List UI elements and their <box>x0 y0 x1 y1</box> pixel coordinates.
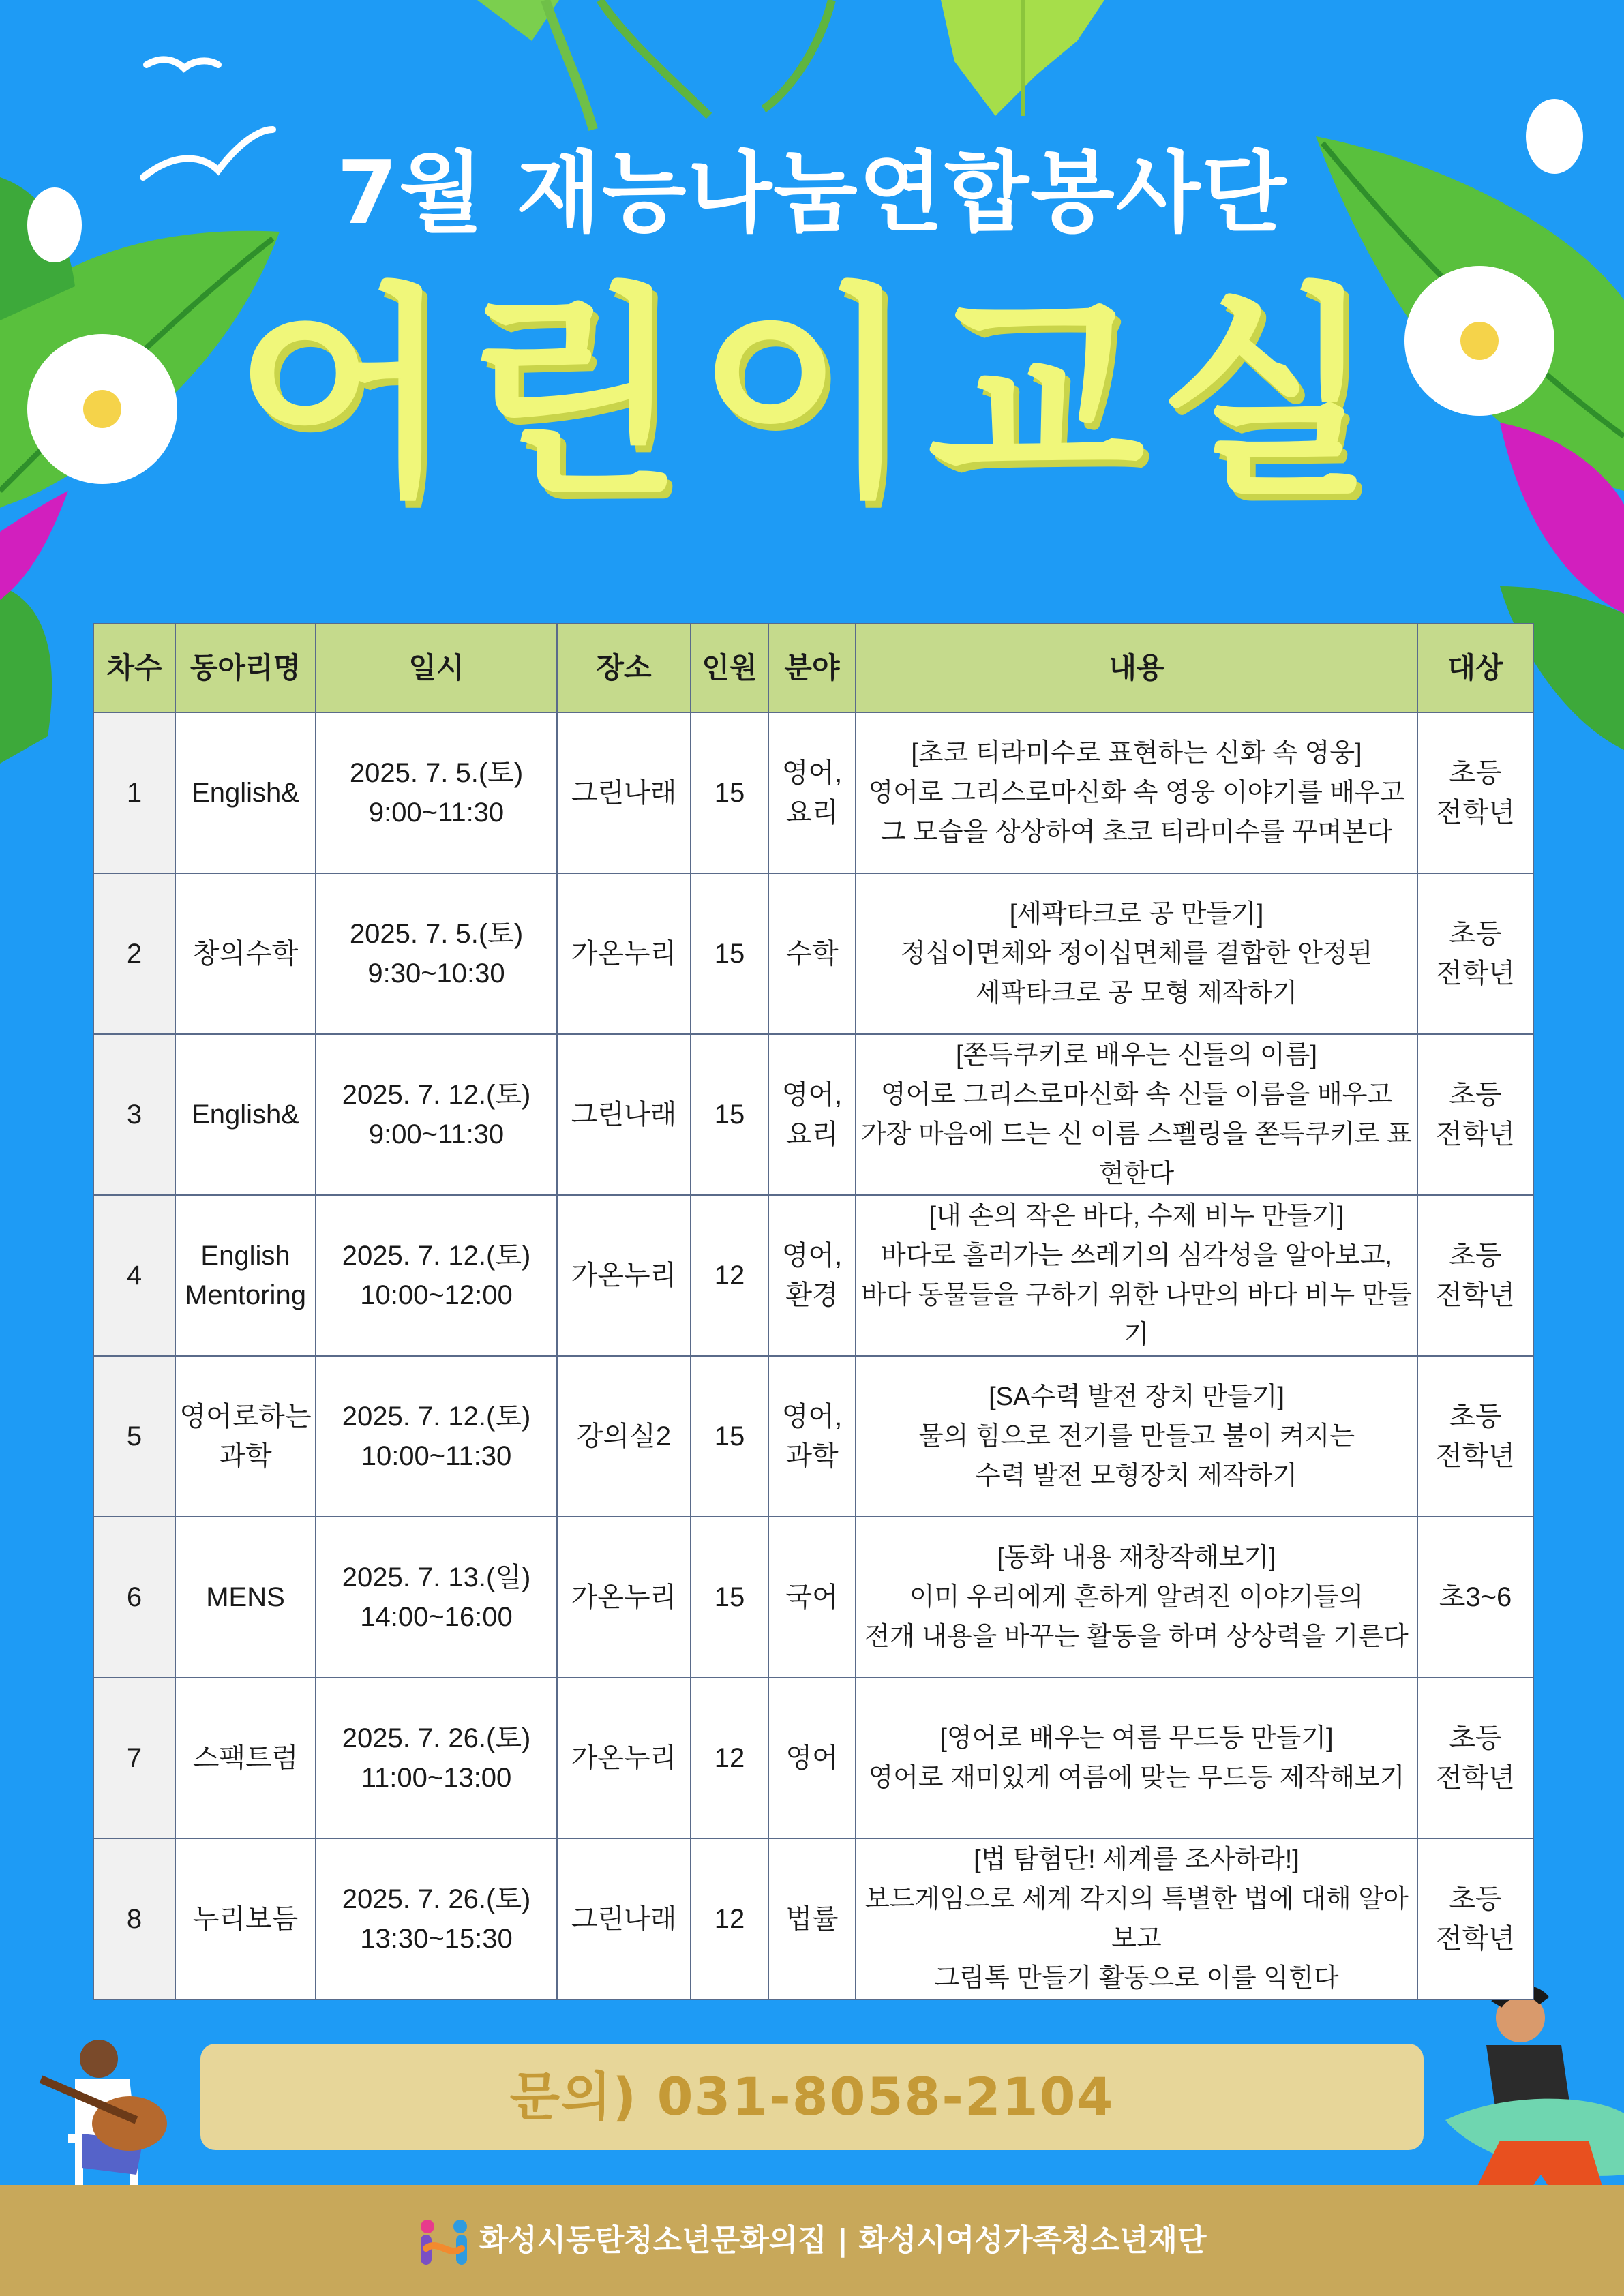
table-row <box>93 1356 1533 1517</box>
target-line: 초등 <box>1449 1723 1502 1753</box>
place-cell: 그린나래 <box>557 712 691 873</box>
content-cell <box>856 1356 1417 1517</box>
content-line: 물의 힘으로 전기를 만들고 불이 켜지는 <box>918 1422 1355 1451</box>
field-line: 국어 <box>785 1582 839 1612</box>
target-line: 초등 <box>1449 1884 1502 1914</box>
people-cell: 12 <box>691 1195 768 1356</box>
place-cell: 그린나래 <box>557 1034 691 1195</box>
content-line: [법 탐험단! 세계를 조사하라!] <box>974 1845 1299 1874</box>
target-cell <box>1417 1517 1533 1678</box>
content-line: 전개 내용을 바꾸는 활동을 하며 상상력을 기른다 <box>864 1622 1409 1651</box>
target-cell <box>1417 1678 1533 1839</box>
club-name-cell: 영어로하는 과학 <box>175 1356 316 1517</box>
time-text: 9:00~11:30 <box>368 1119 505 1149</box>
date-text: 2025. 7. 5.(토) <box>349 919 524 949</box>
table-row <box>93 1195 1533 1356</box>
content-line: [세팍타크로 공 만들기] <box>1009 900 1264 928</box>
people-cell: 12 <box>691 1839 768 1999</box>
row-number-cell: 3 <box>93 1034 175 1195</box>
time-text: 9:00~11:30 <box>368 798 505 828</box>
field-cell <box>768 1517 856 1678</box>
content-line: 그 모습을 상상하여 초코 티라미수를 꾸며본다 <box>880 818 1393 847</box>
content-line: 바다로 흘러가는 쓰레기의 심각성을 알아보고, <box>880 1241 1393 1270</box>
content-cell <box>856 712 1417 873</box>
datetime-cell <box>316 1034 557 1195</box>
field-line: 영어, <box>781 1241 843 1271</box>
club-name-cell: 스팩트럼 <box>175 1678 316 1839</box>
target-cell <box>1417 1356 1533 1517</box>
content-cell <box>856 1839 1417 1999</box>
content-line: 정십이면체와 정이십면체를 결합한 안정된 <box>900 939 1373 968</box>
content-line: 보드게임으로 세계 각지의 특별한 법에 대해 알아보고 <box>864 1885 1409 1953</box>
foundation-logo-icon <box>418 2218 470 2266</box>
content-line: 이미 우리에게 흔하게 알려진 이야기들의 <box>909 1583 1364 1612</box>
date-text: 2025. 7. 13.(일) <box>342 1562 531 1592</box>
field-line: 영어, <box>781 1080 843 1110</box>
datetime-cell <box>316 1517 557 1678</box>
footer <box>0 2217 1624 2266</box>
field-cell <box>768 712 856 873</box>
place-cell: 그린나래 <box>557 1839 691 1999</box>
place-cell: 가온누리 <box>557 1678 691 1839</box>
club-name-cell: MENS <box>175 1517 316 1678</box>
time-text: 10:00~11:30 <box>361 1441 512 1471</box>
date-text: 2025. 7. 12.(토) <box>342 1402 531 1432</box>
target-line: 전학년 <box>1436 798 1515 828</box>
schedule-table <box>93 623 1534 2000</box>
table-header-row <box>93 624 1533 712</box>
field-cell <box>768 1195 856 1356</box>
page-title: 어린이교실 <box>235 265 1389 526</box>
content-line: 그림톡 만들기 활동으로 이를 익힌다 <box>934 1964 1339 1993</box>
date-text: 2025. 7. 26.(토) <box>342 1723 531 1753</box>
column-header: 내용 <box>856 624 1417 712</box>
content-line: 영어로 재미있게 여름에 맞는 무드등 제작해보기 <box>868 1764 1405 1792</box>
people-cell: 15 <box>691 712 768 873</box>
target-line: 초등 <box>1449 1241 1502 1271</box>
datetime-cell <box>316 1356 557 1517</box>
page-subtitle: 7월 재능나눔연합봉사단 <box>336 142 1288 244</box>
target-line: 전학년 <box>1436 1441 1515 1471</box>
content-line: [쫀득쿠키로 배우는 신들의 이름] <box>956 1041 1317 1070</box>
target-line: 초등 <box>1449 1402 1502 1432</box>
target-cell <box>1417 1195 1533 1356</box>
target-line: 초등 <box>1449 758 1502 788</box>
place-cell: 가온누리 <box>557 1517 691 1678</box>
field-line: 법률 <box>785 1904 839 1934</box>
target-line: 전학년 <box>1436 1280 1515 1310</box>
field-line: 영어, <box>781 758 843 788</box>
footer-organization-text: 화성시동탄청소년문화의집 | 화성시여성가족청소년재단 <box>479 2223 1207 2258</box>
content-line: 영어로 그리스로마신화 속 신들 이름을 배우고 <box>880 1081 1393 1109</box>
field-cell <box>768 1034 856 1195</box>
time-text: 9:30~10:30 <box>367 958 505 988</box>
club-name-cell: English& <box>175 712 316 873</box>
column-header: 인원 <box>691 624 768 712</box>
target-cell <box>1417 1839 1533 1999</box>
time-text: 11:00~13:00 <box>361 1763 512 1793</box>
content-line: [초코 티라미수로 표현하는 신화 속 영웅] <box>911 739 1362 768</box>
row-number-cell: 7 <box>93 1678 175 1839</box>
contact-info: 문의) 031-8058-2104 <box>200 2044 1424 2150</box>
column-header: 장소 <box>557 624 691 712</box>
place-cell: 가온누리 <box>557 1195 691 1356</box>
row-number-cell: 1 <box>93 712 175 873</box>
content-line: 세팍타크로 공 모형 제작하기 <box>975 979 1298 1008</box>
target-line: 초3~6 <box>1439 1582 1512 1612</box>
date-text: 2025. 7. 5.(토) <box>349 758 524 788</box>
field-line: 수학 <box>785 939 839 969</box>
field-cell <box>768 1839 856 1999</box>
content-cell <box>856 1195 1417 1356</box>
time-text: 13:30~15:30 <box>360 1924 513 1954</box>
content-line: [SA수력 발전 장치 만들기] <box>989 1383 1284 1411</box>
datetime-cell <box>316 873 557 1034</box>
row-number-cell: 6 <box>93 1517 175 1678</box>
club-name-cell: English& <box>175 1034 316 1195</box>
field-cell <box>768 1678 856 1839</box>
target-line: 초등 <box>1449 919 1502 949</box>
content-line: 가장 마음에 드는 신 이름 스펠링을 쫀득쿠키로 표현한다 <box>860 1120 1413 1188</box>
content-cell <box>856 873 1417 1034</box>
target-cell <box>1417 712 1533 873</box>
club-name-cell: 누리보듬 <box>175 1839 316 1999</box>
table-row <box>93 1034 1533 1195</box>
row-number-cell: 8 <box>93 1839 175 1999</box>
field-line: 영어, <box>781 1402 843 1432</box>
datetime-cell <box>316 712 557 873</box>
content-line: 바다 동물들을 구하기 위한 나만의 바다 비누 만들기 <box>860 1281 1413 1349</box>
row-number-cell: 2 <box>93 873 175 1034</box>
place-cell: 강의실2 <box>557 1356 691 1517</box>
top-leaves-decoration <box>477 0 1104 130</box>
club-name-cell: 창의수학 <box>175 873 316 1034</box>
target-line: 전학년 <box>1436 1763 1515 1793</box>
content-line: [내 손의 작은 바다, 수제 비누 만들기] <box>929 1202 1344 1230</box>
club-name-cell: English Mentoring <box>175 1195 316 1356</box>
field-cell <box>768 1356 856 1517</box>
field-line: 요리 <box>785 1119 839 1149</box>
time-text: 10:00~12:00 <box>360 1280 513 1310</box>
content-line: [동화 내용 재창작해보기] <box>997 1543 1276 1572</box>
date-text: 2025. 7. 12.(토) <box>342 1241 531 1271</box>
column-header: 동아리명 <box>175 624 316 712</box>
people-cell: 15 <box>691 1034 768 1195</box>
table-row <box>93 1678 1533 1839</box>
field-line: 환경 <box>785 1280 839 1310</box>
target-cell <box>1417 1034 1533 1195</box>
field-line: 과학 <box>785 1441 839 1471</box>
target-line: 전학년 <box>1436 1924 1515 1954</box>
column-header: 분야 <box>768 624 856 712</box>
content-line: [영어로 배우는 여름 무드등 만들기] <box>939 1724 1334 1753</box>
people-cell: 15 <box>691 873 768 1034</box>
datetime-cell <box>316 1678 557 1839</box>
content-cell <box>856 1678 1417 1839</box>
date-text: 2025. 7. 12.(토) <box>342 1080 531 1110</box>
row-number-cell: 5 <box>93 1356 175 1517</box>
column-header: 대상 <box>1417 624 1533 712</box>
content-cell <box>856 1517 1417 1678</box>
content-line: 영어로 그리스로마신화 속 영웅 이야기를 배우고 <box>868 779 1405 807</box>
row-number-cell: 4 <box>93 1195 175 1356</box>
content-line: 수력 발전 모형장치 제작하기 <box>975 1462 1298 1490</box>
target-line: 전학년 <box>1436 958 1515 988</box>
column-header: 일시 <box>316 624 557 712</box>
field-line: 요리 <box>785 798 839 828</box>
target-cell <box>1417 873 1533 1034</box>
column-header: 차수 <box>93 624 175 712</box>
table-row <box>93 1839 1533 1999</box>
table-row <box>93 873 1533 1034</box>
table-row <box>93 1517 1533 1678</box>
table-row <box>93 712 1533 873</box>
people-cell: 12 <box>691 1678 768 1839</box>
target-line: 초등 <box>1449 1080 1502 1110</box>
content-cell <box>856 1034 1417 1195</box>
datetime-cell <box>316 1839 557 1999</box>
datetime-cell <box>316 1195 557 1356</box>
place-cell: 가온누리 <box>557 873 691 1034</box>
field-line: 영어 <box>785 1743 839 1773</box>
date-text: 2025. 7. 26.(토) <box>342 1884 531 1914</box>
people-cell: 15 <box>691 1517 768 1678</box>
people-cell: 15 <box>691 1356 768 1517</box>
target-line: 전학년 <box>1436 1119 1515 1149</box>
time-text: 14:00~16:00 <box>360 1602 513 1632</box>
field-cell <box>768 873 856 1034</box>
schedule-body <box>93 712 1533 1999</box>
